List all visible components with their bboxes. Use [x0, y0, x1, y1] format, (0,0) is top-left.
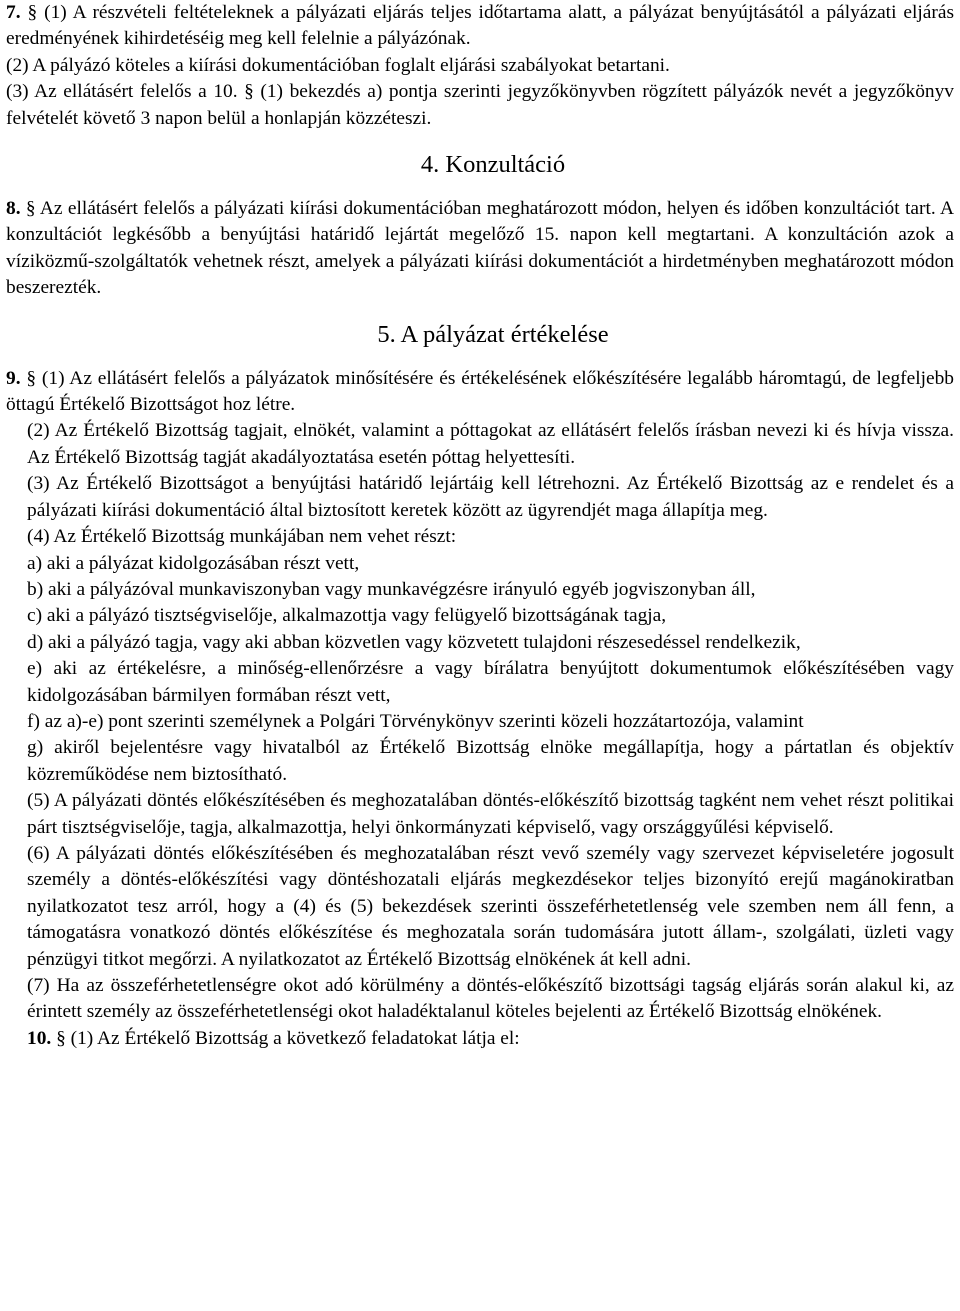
list-item: e) aki az értékelésre, a minőség-ellenőrzésre a vagy bírálatra benyújtott dokumentumok előkészítésében vagy kidolgozásában bármilyen formában részt vett, [27, 658, 954, 706]
section-8-paragraph [6, 196, 954, 302]
list-item: a) aki a pályázat kidolgozásában részt vett, [27, 552, 360, 574]
section-9-paragraph-5: (5) A pályázati döntés előkészítésében és meghozatalában döntés-előkészítő bizottság tagként nem vehet részt politikai párt tisztségviselője, tagja, alkalmazottja, helyi önkormányzati képviselő, vagy országgyűlési képviselő. [27, 790, 954, 838]
section-7-p1-text: § (1) A részvételi feltételeknek a pályázati eljárás teljes időtartama alatt, a pályázat benyújtásától a pályázati eljárás eredményének kihirdetéséig meg kell felelnie a pályázónak. [6, 2, 954, 50]
section-10-paragraph [6, 1026, 954, 1052]
section-9-paragraph-2: (2) Az Értékelő Bizottság tagjait, elnökét, valamint a póttagokat az ellátásért felelős írásban nevezi ki és hívja vissza. Az Értékelő Bizottság tagját akadályoztatása esetén póttag helyettesíti. [27, 420, 954, 468]
list-item: c) aki a pályázó tisztségviselője, alkalmazottja vagy felügyelő bizottságának tagja, [27, 605, 667, 627]
list-item: g) akiről bejelentésre vagy hivatalból az Értékelő Bizottság elnöke megállapítja, hogy a pártatlan és objektív közreműködése nem biztosítható. [27, 737, 954, 785]
section-9-paragraph-7: (7) Ha az összeférhetetlenségre okot adó körülmény a döntés-előkészítő bizottsági tagság eljárás során alakul ki, az érintett személy az összeférhetetlenségi okot haladéktalanul köteles bejelenti az Értékelő Bizottság elnökének. [27, 975, 954, 1023]
section-9-paragraph-6: (6) A pályázati döntés előkészítésében és meghozatalában részt vevő személy vagy szervezet képviseletére jogosult személy a döntés-előkészítési vagy döntéshozatali eljárás megkezdésekor teljes bizonyító erejű magánokiratban nyilatkozatot tesz arról, hogy a (4) és (5) bekezdések szerinti összeférhetetlenség vele szemben nem áll fenn, a támogatásra vonatkozó döntés előkészítése és meghozatala során tudomására jutott állam-, szolgálati, üzleti vagy pénzügyi titkot megőrzi. A nyilatkozatot az Értékelő Bizottság elnökének át kell adni. [27, 842, 954, 970]
section-7-paragraph-3: (3) Az ellátásért felelős a 10. § (1) bekezdés a) pontja szerinti jegyzőkönyvben rögzített pályázók nevét a jegyzőkönyv felvételét követő 3 napon belül a honlapján közzéteszi. [6, 81, 954, 129]
section-10-text: § (1) Az Értékelő Bizottság a következő feladatokat látja el: [56, 1027, 520, 1049]
section-8-text: § Az ellátásért felelős a pályázati kiírási dokumentációban meghatározott módon, helyen és időben konzultációt tart. A konzultációt legkésőbb a benyújtási határidő lejártát megelőző 15. napon kell megtartani. A konzultáción azok a víziközmű-szolgáltatók vehetnek részt, amelyek a pályázati kiírási dokumentációt a hirdetményben meghatározott módon beszerezték. [6, 198, 954, 299]
list-item: d) aki a pályázó tagja, vagy aki abban közvetlen vagy közvetett tulajdoni részesedéssel rendelkezik, [27, 631, 801, 653]
section-7-number: 7. [6, 2, 21, 23]
section-9-paragraph-1 [6, 366, 954, 419]
list-item: b) aki a pályázóval munkaviszonyban vagy munkavégzésre irányuló egyéb jogviszonyban áll, [27, 578, 756, 600]
section-9-p1-text: § (1) Az ellátásért felelős a pályázatok minősítésére és értékelésének előkészítésére legalább háromtagú, de legfeljebb öttagú Értékelő Bizottságot hoz létre. [6, 367, 954, 416]
section-7-paragraph-2: (2) A pályázó köteles a kiírási dokumentációban foglalt eljárási szabályokat betartani. [6, 54, 670, 76]
heading-palyazat-ertekelese: 5. A pályázat értékelése [377, 320, 609, 348]
section-7-paragraph-1 [6, 0, 954, 53]
section-9-paragraph-3: (3) Az Értékelő Bizottságot a benyújtási határidő lejártáig kell létrehozni. Az Értékelő Bizottság az e rendelet és a pályázati kiírási dokumentáció által biztosított keretek között az ügyrendjét maga állapítja meg. [27, 473, 954, 521]
section-10-number: 10. [27, 1027, 52, 1049]
section-8-number: 8. [6, 198, 21, 220]
heading-konzultacio: 4. Konzultáció [420, 151, 566, 179]
section-9-number: 9. [6, 367, 21, 389]
list-item: f) az a)-e) pont szerinti személynek a Polgári Törvénykönyv szerinti közeli hozzátartozója, valamint [27, 710, 804, 732]
section-9-paragraph-4: (4) Az Értékelő Bizottság munkájában nem vehet részt: [27, 526, 457, 548]
